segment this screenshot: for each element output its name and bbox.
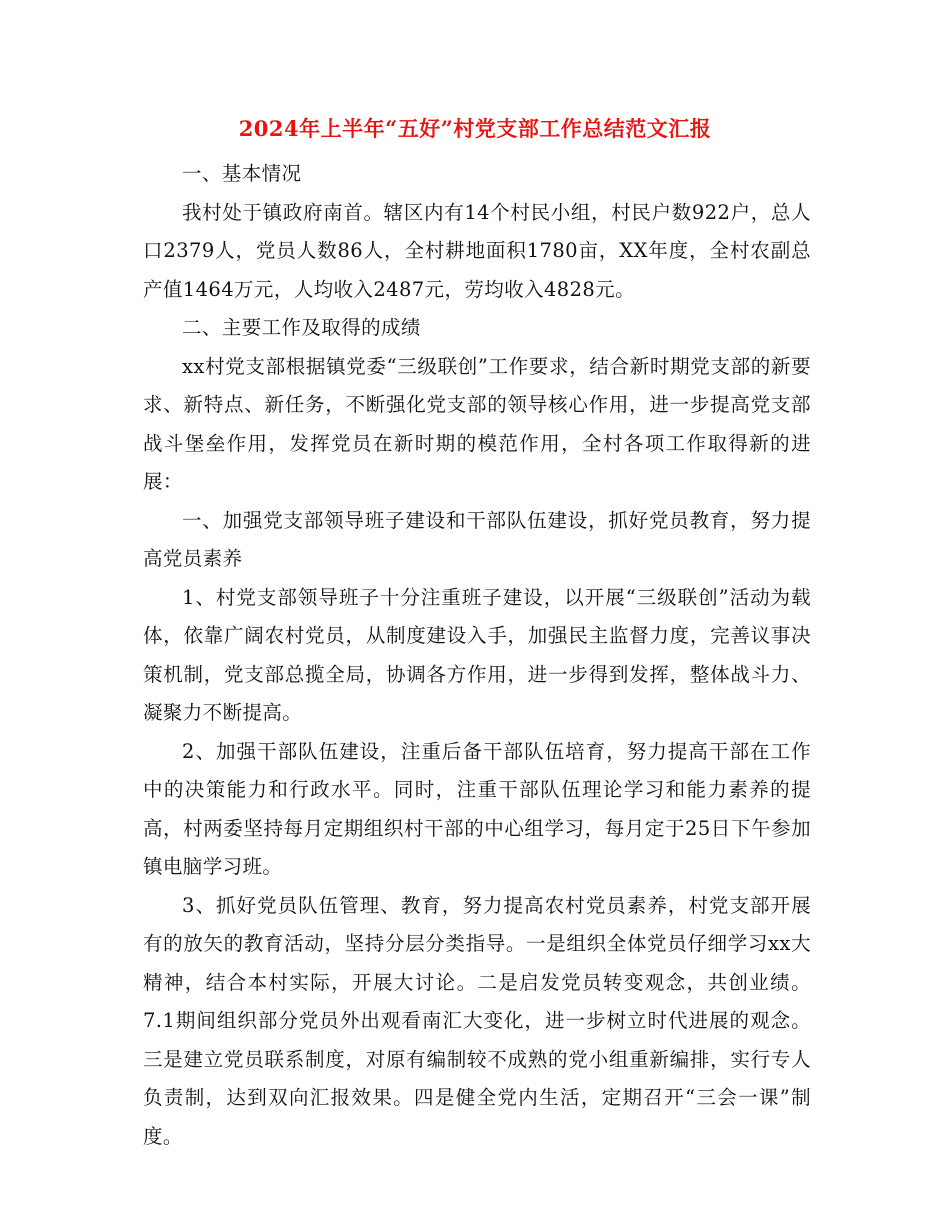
subsection-heading-team-building: 一、加强党支部领导班子建设和干部队伍建设，抓好党员教育，努力提高党员素养 [143,508,811,570]
document-body [143,155,811,1156]
section-heading-main-work: 二、主要工作及取得的成绩 [182,316,421,339]
paragraph-item-1: 1、村党支部领导班子十分注重班子建设，以开展“三级联创”活动为载体，依靠广阔农村党员，从制度建设入手，加强民主监督力度，完善议事决策机制，党支部总揽全局，协调各方作用，进一步得到发挥，整体战斗力、凝聚力不断提高。 [143,585,811,724]
paragraph-village-overview: 我村处于镇政府南首。辖区内有14个村民小组，村民户数922户，总人口2379人，党员人数86人，全村耕地面积1780亩，XX年度，全村农副总产值1464万元，人均收入2487元，劳均收入4828元。 [143,200,811,301]
paragraph-item-2: 2、加强干部队伍建设，注重后备干部队伍培育，努力提高干部在工作中的决策能力和行政水平。同时，注重干部队伍理论学习和能力素养的提高，村两委坚持每月定期组织村干部的中心组学习，每月定于25日下午参加镇电脑学习班。 [143,739,811,878]
section-heading-basic-situation: 一、基本情况 [182,162,302,185]
paragraph-item-3: 3、抓好党员队伍管理、教育，努力提高农村党员素养，村党支部开展有的放矢的教育活动，坚持分层分类指导。一是组织全体党员仔细学习xx大精神，结合本村实际，开展大讨论。二是启发党员转变观念，共创业绩。7.1期间组织部分党员外出观看南汇大变化，进一步树立时代进展的观念。三是建立党员联系制度，对原有编制较不成熟的党小组重新编排，实行专人负责制，达到双向汇报效果。四是健全党内生活，定期召开“三会一课”制度。 [143,893,811,1148]
paragraph-party-branch-intro: xx村党支部根据镇党委“三级联创”工作要求，结合新时期党支部的新要求、新特点、新任务，不断强化党支部的领导核心作用，进一步提高党支部战斗堡垒作用，发挥党员在新时期的模范作用，全村各项工作取得新的进展： [143,354,811,493]
document-title: 2024年上半年“五好”村党支部工作总结范文汇报 [238,116,712,141]
